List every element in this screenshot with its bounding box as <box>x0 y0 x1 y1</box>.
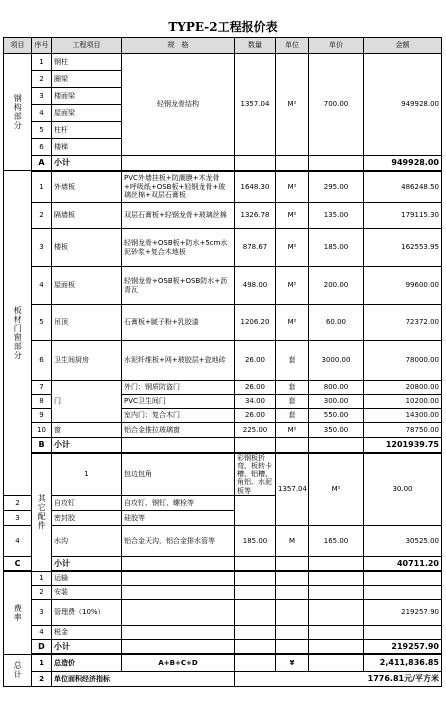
row-item: 楼梯 <box>52 139 122 156</box>
row-price: 165.00 <box>309 525 364 556</box>
row-item: 吊顶 <box>52 305 122 341</box>
row-no: 4 <box>32 267 52 305</box>
row-no: 9 <box>32 409 52 423</box>
table-row <box>4 381 442 395</box>
row-amount: 99600.00 <box>364 267 442 305</box>
unit-index-value: 1776.81元/平方米 <box>235 671 442 686</box>
row-unit: M² <box>276 423 309 438</box>
subtotal-row <box>4 438 442 453</box>
category-total: 总计 <box>4 654 32 686</box>
subtotal-label: 小计 <box>52 556 122 571</box>
row-item: 柱杆 <box>52 122 122 139</box>
subtotal-amount: 1201939.75 <box>364 438 442 453</box>
subtotal-label: 小计 <box>52 438 122 453</box>
row-amount: 14300.00 <box>364 409 442 423</box>
header-amount: 金额 <box>364 38 442 54</box>
row-spec: 双层石膏板+轻钢龙骨+玻璃丝棉 <box>122 203 235 229</box>
row-amount: 949928.00 <box>364 54 442 156</box>
row-no: 2 <box>32 671 52 686</box>
row-item: 自攻钉 <box>52 495 122 510</box>
row-qty: 1357.04 <box>276 453 309 526</box>
row-spec: 水泥纤维板+网+玻胶层+瓷地砖 <box>122 341 235 381</box>
row-item: 密封胶 <box>52 510 122 525</box>
row-qty: 26.00 <box>235 341 276 381</box>
row-no: 1 <box>32 54 52 71</box>
row-price: 300.00 <box>309 395 364 409</box>
row-spec: 自攻钉、钢钉、螺栓等 <box>122 495 235 510</box>
row-qty: 34.00 <box>235 395 276 409</box>
row-unit: M² <box>276 305 309 341</box>
subtotal-letter: C <box>4 556 32 571</box>
row-price: 700.00 <box>309 54 364 156</box>
row-amount: 78750.00 <box>364 423 442 438</box>
row-no: 1 <box>52 453 122 496</box>
subtotal-letter: B <box>32 438 52 453</box>
row-unit: 套 <box>276 341 309 381</box>
subtotal-amount: 219257.90 <box>364 639 442 654</box>
table-row <box>4 171 442 203</box>
row-item: 屋面板 <box>52 267 122 305</box>
row-no: 6 <box>32 341 52 381</box>
table-row <box>4 203 442 229</box>
row-item: 外墙板 <box>52 171 122 203</box>
row-no: 1 <box>32 571 52 585</box>
row-spec: 轻钢龙骨+OSB板+OSB防水+沥青瓦 <box>122 267 235 305</box>
row-no: 1 <box>32 171 52 203</box>
sheet-title: TYPE-2工程报价表 <box>168 20 278 34</box>
row-item: 钢柱 <box>52 54 122 71</box>
header-price: 单价 <box>309 38 364 54</box>
row-qty: 1326.78 <box>235 203 276 229</box>
row-qty: 1357.04 <box>235 54 276 156</box>
row-amount: 72372.00 <box>364 305 442 341</box>
table-row <box>4 423 442 438</box>
row-no: 5 <box>32 305 52 341</box>
row-spec: 轻钢龙骨结构 <box>122 54 235 156</box>
row-spec: 铝合金天沟，铝合金排水管等 <box>122 525 235 556</box>
row-price: 200.00 <box>309 267 364 305</box>
table-row <box>4 267 442 305</box>
row-no: 6 <box>32 139 52 156</box>
row-qty: 26.00 <box>235 409 276 423</box>
row-unit: M² <box>276 203 309 229</box>
table-row <box>4 525 442 556</box>
table-row <box>4 571 442 585</box>
row-no: 3 <box>4 510 32 525</box>
row-price: 295.00 <box>309 171 364 203</box>
row-spec: 外门：钢质防盗门 <box>122 381 235 395</box>
row-price: 60.00 <box>309 305 364 341</box>
header-category: 项目 <box>4 38 32 54</box>
row-spec: PVC外墙挂板+防潮膜+木龙骨+呼吸纸+OSB板+轻钢龙骨+玻璃丝棉+双层石膏板 <box>122 171 235 203</box>
row-no: 4 <box>32 105 52 122</box>
row-price: 350.00 <box>309 423 364 438</box>
row-qty: 225.00 <box>235 423 276 438</box>
row-amount: 179115.30 <box>364 203 442 229</box>
row-spec: 彩钢板折弯、板转卡槽、铝槽、角铝、水泥板等 <box>235 453 276 496</box>
quotation-table <box>3 37 442 687</box>
row-amount: 10200.00 <box>364 395 442 409</box>
row-price: 800.00 <box>309 381 364 395</box>
category-accessories: 其它配件 <box>32 453 52 572</box>
row-price: 3000.00 <box>309 341 364 381</box>
row-amount: 30525.00 <box>364 525 442 556</box>
row-unit: M² <box>276 229 309 267</box>
total-label: 总造价 <box>52 654 122 671</box>
row-spec: 室内门：复合木门 <box>122 409 235 423</box>
row-no: 1 <box>32 654 52 671</box>
row-amount <box>364 625 442 639</box>
row-no: 3 <box>32 88 52 105</box>
row-no: 2 <box>4 495 32 510</box>
row-unit: 套 <box>276 395 309 409</box>
row-unit: 套 <box>276 381 309 395</box>
total-row <box>4 654 442 671</box>
subtotal-label: 小计 <box>52 156 122 171</box>
row-item: 楼板 <box>52 229 122 267</box>
row-item: 安装 <box>52 585 122 599</box>
unit-index-row <box>4 671 442 686</box>
row-qty: 1206.20 <box>235 305 276 341</box>
row-qty: 1648.30 <box>235 171 276 203</box>
row-amount <box>364 585 442 599</box>
row-unit: M² <box>276 54 309 156</box>
row-item: 圈梁 <box>52 71 122 88</box>
row-spec: 硅胶等 <box>122 510 235 525</box>
header-no: 序号 <box>32 38 52 54</box>
row-no: 2 <box>32 71 52 88</box>
row-no: 5 <box>32 122 52 139</box>
row-unit: M² <box>276 267 309 305</box>
row-item: 屋面梁 <box>52 105 122 122</box>
subtotal-amount: 40711.20 <box>364 556 442 571</box>
category-fees: 费率 <box>4 571 32 654</box>
row-price: 185.00 <box>309 229 364 267</box>
subtotal-letter: D <box>32 639 52 654</box>
row-no: 8 <box>32 395 52 409</box>
table-row <box>4 453 442 496</box>
row-qty: 878.67 <box>235 229 276 267</box>
row-amount <box>364 571 442 585</box>
table-row <box>4 599 442 625</box>
category-boards: 板材门窗部分 <box>4 171 32 496</box>
row-spec: 轻钢龙骨+OSB板+防水+5cm水泥砂浆+复合木地板 <box>122 229 235 267</box>
row-no: 3 <box>32 599 52 625</box>
total-currency: ¥ <box>276 654 309 671</box>
row-spec: 石膏板+腻子粉+乳胶漆 <box>122 305 235 341</box>
row-amount: 219257.90 <box>364 599 442 625</box>
row-no: 4 <box>4 525 32 556</box>
row-amount: 78000.00 <box>364 341 442 381</box>
subtotal-letter: A <box>32 156 52 171</box>
row-no: 3 <box>32 229 52 267</box>
table-row <box>4 54 442 71</box>
table-row <box>4 585 442 599</box>
table-row <box>4 625 442 639</box>
row-item: 门 <box>52 381 122 423</box>
row-item: 运输 <box>52 571 122 585</box>
category-steel: 钢构部分 <box>4 54 32 171</box>
subtotal-row <box>4 156 442 171</box>
row-no: 7 <box>32 381 52 395</box>
row-no: 4 <box>32 625 52 639</box>
header-row <box>4 38 442 54</box>
row-item: 隔墙板 <box>52 203 122 229</box>
row-qty: 185.00 <box>235 525 276 556</box>
row-price: 550.00 <box>309 409 364 423</box>
total-formula: A+B+C+D <box>122 654 235 671</box>
row-no: 2 <box>32 203 52 229</box>
row-amount: 20800.00 <box>364 381 442 395</box>
row-spec: 铝合金推拉玻璃窗 <box>122 423 235 438</box>
row-unit: M² <box>309 453 364 526</box>
header-unit: 单位 <box>276 38 309 54</box>
row-qty: 498.00 <box>235 267 276 305</box>
table-row <box>4 305 442 341</box>
subtotal-row <box>4 639 442 654</box>
row-item: 水沟 <box>52 525 122 556</box>
table-row <box>4 341 442 381</box>
row-price: 135.00 <box>309 203 364 229</box>
row-item: 税金 <box>52 625 122 639</box>
row-item: 窗 <box>52 423 122 438</box>
header-qty: 数量 <box>235 38 276 54</box>
unit-index-label: 单位面积经济指标 <box>52 671 235 686</box>
row-item: 楼面梁 <box>52 88 122 105</box>
row-spec: PVC卫生间门 <box>122 395 235 409</box>
row-no: 2 <box>32 585 52 599</box>
row-price: 30.00 <box>364 453 442 526</box>
row-item: 包边包角 <box>122 453 235 496</box>
row-amount: 486248.50 <box>364 171 442 203</box>
subtotal-row <box>4 556 442 571</box>
row-amount: 162553.95 <box>364 229 442 267</box>
row-unit: 套 <box>276 409 309 423</box>
table-row <box>4 229 442 267</box>
row-qty: 26.00 <box>235 381 276 395</box>
subtotal-label: 小计 <box>52 639 122 654</box>
row-no: 10 <box>32 423 52 438</box>
row-item: 管理费（10%） <box>52 599 122 625</box>
subtotal-amount: 949928.00 <box>364 156 442 171</box>
total-amount: 2,411,836.85 <box>364 654 442 671</box>
row-unit: M <box>276 525 309 556</box>
header-item: 工程项目 <box>52 38 122 54</box>
row-unit: M² <box>276 171 309 203</box>
row-item: 卫生间厨房 <box>52 341 122 381</box>
header-spec: 规 格 <box>122 38 235 54</box>
